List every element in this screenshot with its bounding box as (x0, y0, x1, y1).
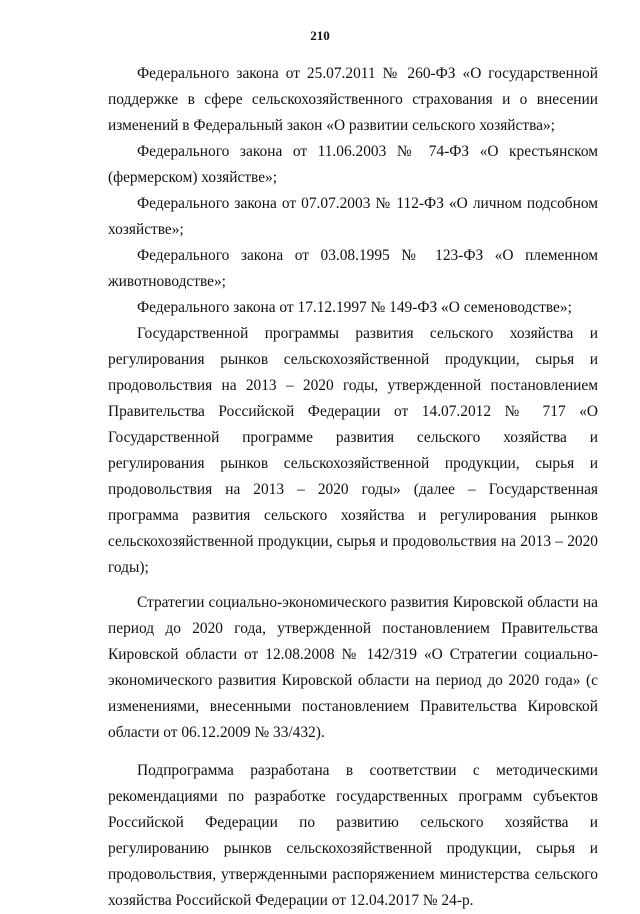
paragraph-law-123-fz: Федерального закона от 03.08.1995 № 123-ФЗ «О племенном животноводстве»; (108, 247, 598, 290)
paragraph-state-program: Государственной программы развития сельского хозяйства и регулирования рынков сельскохозяйственной продукции, сырья и продовольствия на 2013 – 2020 годы, утвержденной постановлением Правительства Российской Федерации от 14.07.2012 № 717 «О Государственной программе развития сельского хозяйства и регулирования рынков сельскохозяйственной продукции, сырья и продовольствия на 2013 – 2020 годы» (далее – Государственная программа развития сельского хозяйства и регулирования рынков сельскохозяйственной продукции, сырья и продовольствия на 2013 – 2020 годы); (108, 325, 598, 576)
paragraph-law-112-fz: Федерального закона от 07.07.2003 № 112-ФЗ «О личном подсобном хозяйстве»; (108, 195, 598, 238)
paragraph-law-74-fz: Федерального закона от 11.06.2003 № 74-ФЗ «О крестьянском (фермерском) хозяйстве»; (108, 143, 598, 186)
paragraph-subprogram-basis: Подпрограмма разработана в соответствии с методическими рекомендациями по разработке государственных программ субъектов Российской Федерации по развитию сельского хозяйства и регулированию рынков сельскохозяйственной продукции, сырья и продовольствия, утвержденными распоряжением министерства сельского хозяйства Российской Федерации от 12.04.2017 № 24-р. (108, 762, 598, 909)
document-body (108, 61, 598, 914)
paragraph-law-149-fz: Федерального закона от 17.12.1997 № 149-ФЗ «О семеноводстве»; (137, 299, 572, 316)
paragraph-law-260-fz: Федерального закона от 25.07.2011 № 260-ФЗ «О государственной поддержке в сфере сельскохозяйственного страхования и о внесении изменений в Федеральный закон «О развитии сельского хозяйства»; (108, 65, 598, 134)
page-number: 210 (310, 28, 330, 43)
paragraph-kirov-strategy: Стратегии социально-экономического развития Кировской области на период до 2020 года, утвержденной постановлением Правительства Кировской области от 12.08.2008 № 142/319 «О Стратегии социально-экономического развития Кировской области на период до 2020 года» (с изменениями, внесенными постановлением Правительства Кировской области от 06.12.2009 № 33/432). (108, 594, 598, 741)
